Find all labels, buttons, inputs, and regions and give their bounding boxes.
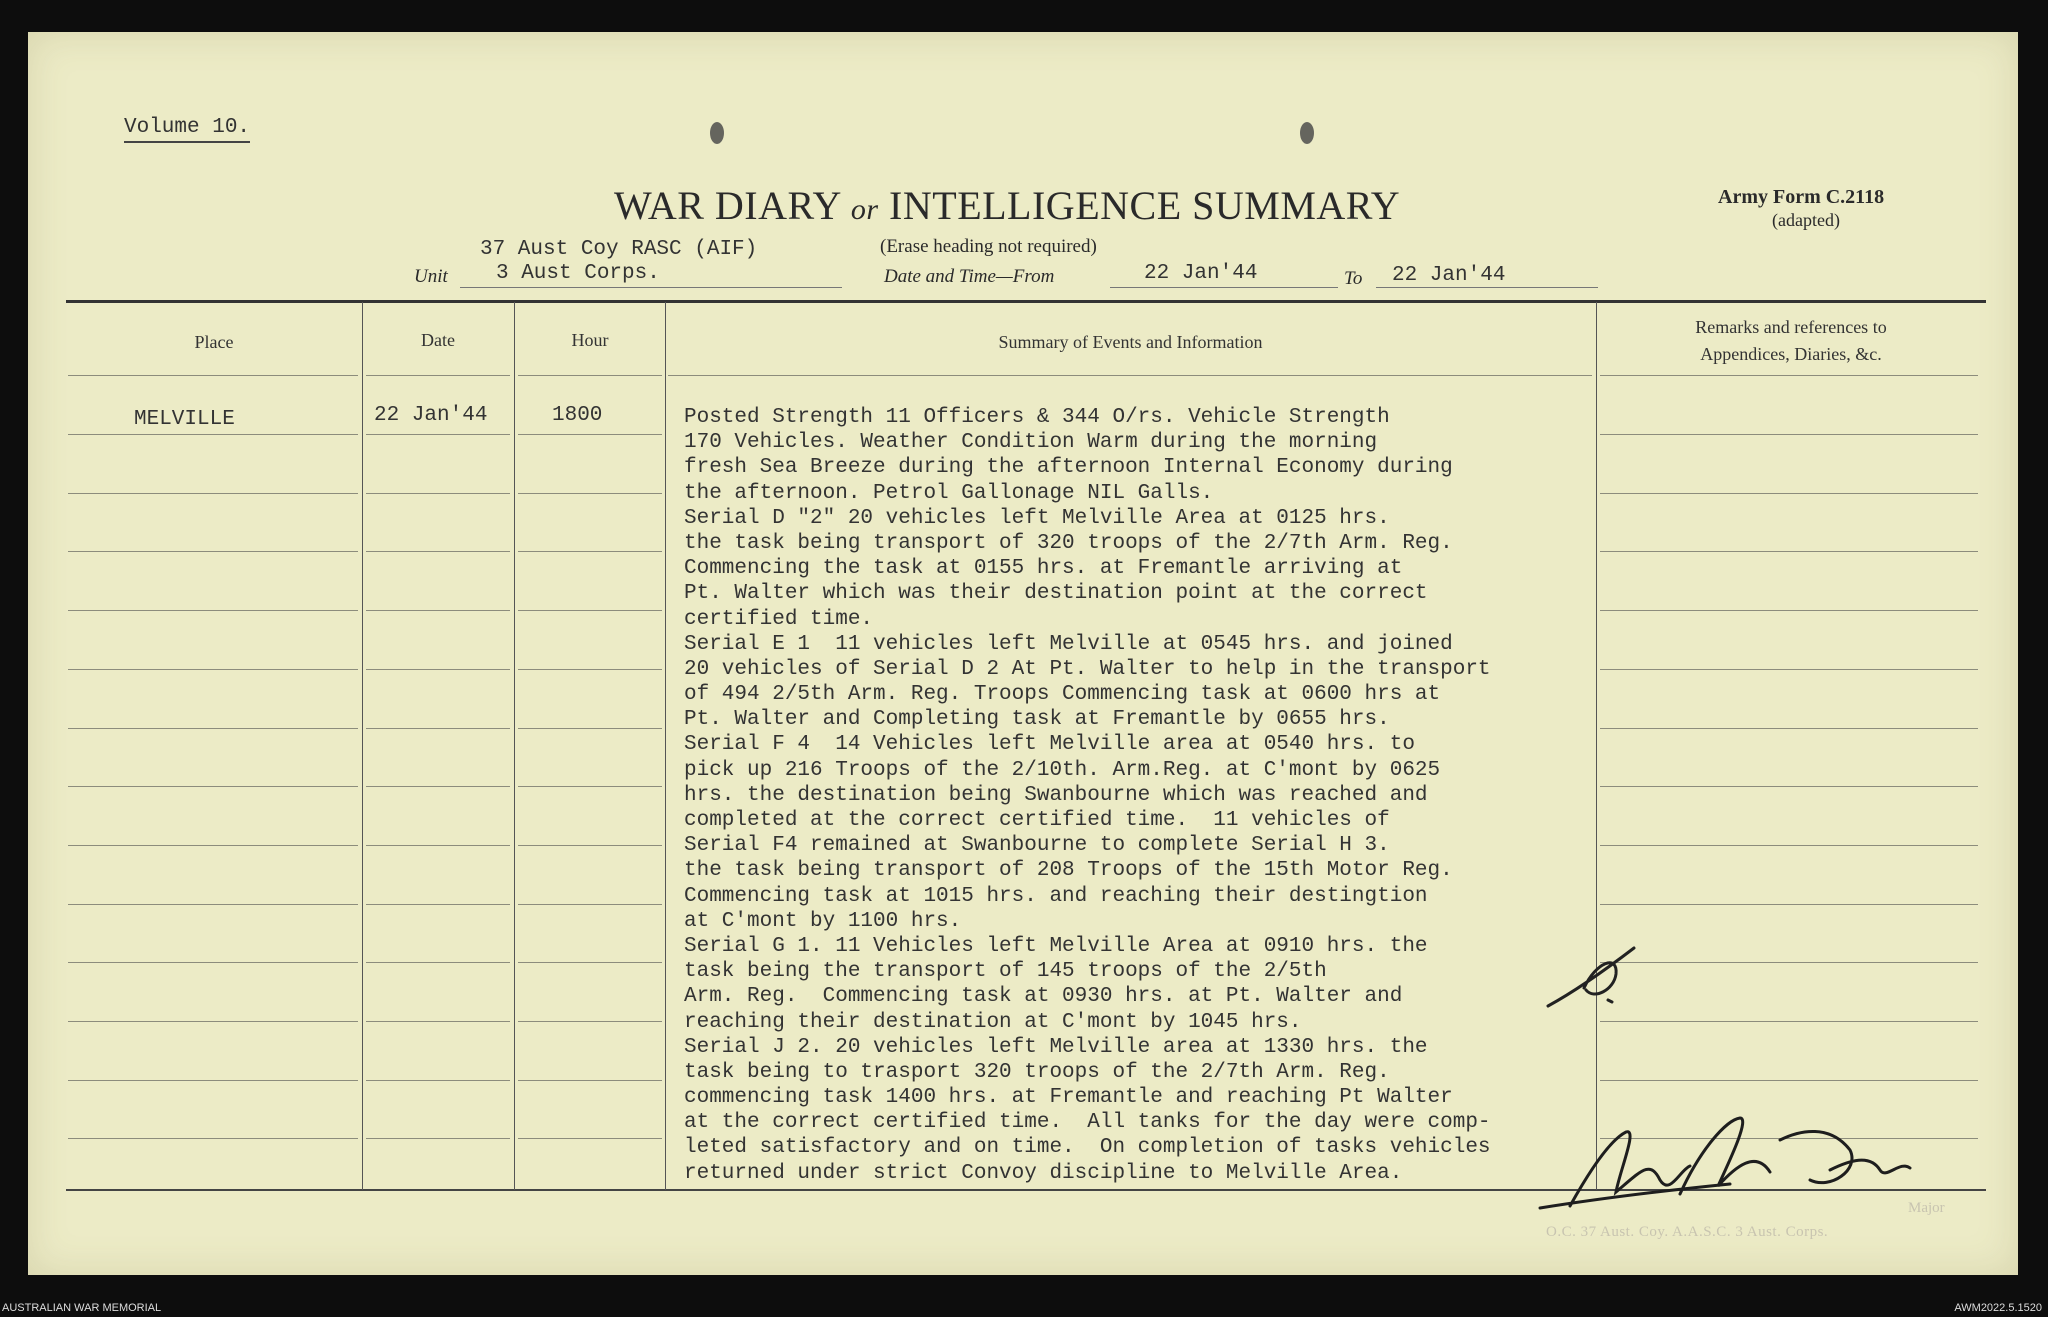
entry-summary	[684, 405, 1644, 1186]
summary-line: Commencing the task at 0155 hrs. at Fremantle arriving at	[684, 557, 1403, 581]
summary-line: reaching their destination at C'mont by 1045 hrs.	[684, 1010, 1302, 1034]
ruled-line	[518, 728, 662, 729]
summary-line: Serial E 1 11 vehicles left Melville at 0545 hrs. and joined	[684, 632, 1453, 656]
col-divider-date	[514, 302, 515, 1190]
ruled-line	[518, 1080, 662, 1081]
table-top-border	[66, 300, 1986, 303]
ruled-line	[518, 1021, 662, 1022]
summary-line: task being the transport of 145 troops of the 2/5th	[684, 960, 1327, 984]
ruled-line	[68, 434, 358, 435]
col-header-remarks: Remarks and references to Appendices, Diaries, &c.	[1695, 317, 1887, 364]
summary-line: task being to trasport 320 troops of the 2/7th Arm. Reg.	[684, 1060, 1390, 1084]
ruled-line	[1600, 434, 1978, 435]
entry-hour: 1800	[552, 404, 603, 427]
summary-line: Posted Strength 11 Officers & 344 O/rs. Vehicle Strength	[684, 406, 1390, 429]
summary-line: Serial G 1. 11 Vehicles left Melville Area at 0910 hrs. the	[684, 934, 1428, 958]
summary-line: returned under strict Convoy discipline to Melville Area.	[684, 1161, 1403, 1185]
ruled-line	[366, 1138, 510, 1139]
ruled-line	[1600, 904, 1978, 905]
ruled-line	[68, 551, 358, 552]
summary-line: Serial J 2. 20 vehicles left Melville area at 1330 hrs. the	[684, 1035, 1428, 1059]
summary-header-rule	[668, 375, 1592, 376]
volume-label: Volume 10.	[124, 116, 250, 143]
ruled-line	[518, 1138, 662, 1139]
ruled-line	[518, 786, 662, 787]
ruled-line	[518, 551, 662, 552]
ruled-line	[1600, 1021, 1978, 1022]
signature	[1530, 1110, 1930, 1220]
erase-note: (Erase heading not required)	[880, 236, 1097, 257]
army-form-note: (adapted)	[1772, 210, 1840, 230]
col-header-date: Date	[421, 330, 455, 350]
ruled-line	[68, 493, 358, 494]
ruled-line	[366, 551, 510, 552]
unit-underline	[460, 287, 842, 288]
summary-line: at the correct certified time. All tanks for the day were comp-	[684, 1111, 1491, 1135]
ruled-line	[1600, 845, 1978, 846]
summary-line: Pt. Walter and Completing task at Fremantle by 0655 hrs.	[684, 708, 1390, 732]
initials-mark	[1540, 944, 1650, 1014]
date-to-underline	[1376, 287, 1598, 288]
date-to-label: To	[1344, 268, 1363, 289]
ruled-line	[68, 845, 358, 846]
date-from-label: Date and Time—From	[884, 266, 1055, 287]
col-divider-hour	[665, 302, 666, 1190]
summary-line: leted satisfactory and on time. On completion of tasks vehicles	[684, 1136, 1491, 1160]
ruled-line	[1600, 1080, 1978, 1081]
punch-hole-right	[1300, 122, 1314, 144]
army-form-id: Army Form C.2118	[1718, 186, 1885, 208]
col-header-hour: Hour	[571, 330, 609, 350]
summary-line: the task being transport of 208 Troops of the 15th Motor Reg.	[684, 859, 1453, 883]
summary-line: completed at the correct certified time. 11 vehicles of	[684, 809, 1390, 832]
ruled-line	[68, 669, 358, 670]
ruled-line	[518, 845, 662, 846]
ruled-line	[68, 1021, 358, 1022]
ruled-line	[68, 728, 358, 729]
ruled-line	[366, 904, 510, 905]
summary-line: Commencing task at 1015 hrs. and reaching their destingtion	[684, 884, 1428, 908]
unit-corps: 3 Aust Corps.	[496, 262, 660, 285]
col-header-place: Place	[194, 332, 234, 352]
summary-line: pick up 216 Troops of the 2/10th. Arm.Reg. at C'mont by 0625	[684, 758, 1441, 782]
ruled-line	[1600, 610, 1978, 611]
summary-line: Serial F4 remained at Swanbourne to complete Serial H 3.	[684, 834, 1390, 858]
date-to-value: 22 Jan'44	[1392, 264, 1506, 287]
ruled-line	[366, 786, 510, 787]
ruled-line	[518, 904, 662, 905]
entry-place: MELVILLE	[134, 408, 235, 431]
ruled-line	[366, 669, 510, 670]
ruled-line	[1600, 375, 1978, 376]
entry-date: 22 Jan'44	[374, 404, 488, 427]
summary-line: the afternoon. Petrol Gallonage NIL Galls.	[684, 481, 1214, 505]
page-title: WAR DIARY or INTELLIGENCE SUMMARY	[614, 183, 1401, 228]
ruled-line	[1600, 551, 1978, 552]
ruled-line	[366, 845, 510, 846]
ruled-line	[366, 1080, 510, 1081]
summary-line: of 494 2/5th Arm. Reg. Troops Commencing task at 0600 hrs at	[684, 683, 1441, 707]
unit-label: Unit	[414, 266, 448, 287]
summary-line: 20 vehicles of Serial D 2 At Pt. Walter to help in the transport	[684, 657, 1491, 681]
ruled-line	[68, 610, 358, 611]
ruled-line	[366, 1021, 510, 1022]
ruled-line	[366, 434, 510, 435]
summary-line: certified time.	[684, 607, 874, 631]
signature-role: Major	[1908, 1200, 1945, 1216]
footer-source: AUSTRALIAN WAR MEMORIAL	[2, 1302, 162, 1314]
ruled-line	[518, 434, 662, 435]
summary-line: the task being transport of 320 troops of the 2/7th Arm. Reg.	[684, 531, 1453, 555]
ruled-line	[1600, 786, 1978, 787]
footer-reference: AWM2022.5.1520	[1954, 1302, 2042, 1314]
summary-line: fresh Sea Breeze during the afternoon Internal Economy during	[684, 456, 1453, 480]
ruled-line	[68, 904, 358, 905]
col-divider-place	[362, 302, 363, 1190]
ruled-line	[68, 962, 358, 963]
ruled-line	[518, 375, 662, 376]
ruled-line	[518, 493, 662, 494]
ruled-line	[68, 1138, 358, 1139]
ruled-line	[518, 962, 662, 963]
ruled-line	[68, 1080, 358, 1081]
ruled-line	[68, 786, 358, 787]
ruled-line	[366, 493, 510, 494]
ruled-line	[366, 962, 510, 963]
summary-line: 170 Vehicles. Weather Condition Warm during the morning	[684, 431, 1378, 455]
ruled-line	[1600, 728, 1978, 729]
col-header-summary: Summary of Events and Information	[998, 332, 1263, 352]
summary-line: Pt. Walter which was their destination point at the correct	[684, 582, 1428, 606]
date-from-underline	[1110, 287, 1338, 288]
ruled-line	[366, 610, 510, 611]
ruled-line	[518, 669, 662, 670]
ruled-line	[366, 728, 510, 729]
summary-line: at C'mont by 1100 hrs.	[684, 909, 962, 933]
summary-line: Arm. Reg. Commencing task at 0930 hrs. at Pt. Walter and	[684, 985, 1403, 1009]
ruled-line	[518, 610, 662, 611]
ruled-line	[1600, 493, 1978, 494]
ruled-line	[366, 375, 510, 376]
summary-line: Serial D "2" 20 vehicles left Melville Area at 0125 hrs.	[684, 506, 1390, 530]
unit-name: 37 Aust Coy RASC (AIF)	[480, 238, 758, 261]
unit-stamp: O.C. 37 Aust. Coy. A.A.S.C. 3 Aust. Corps.	[1546, 1224, 1829, 1240]
punch-hole-left	[710, 122, 724, 144]
ruled-line	[1600, 962, 1978, 963]
ruled-line	[1600, 669, 1978, 670]
date-from-value: 22 Jan'44	[1144, 262, 1258, 285]
summary-line: commencing task 1400 hrs. at Fremantle and reaching Pt Walter	[684, 1086, 1453, 1110]
summary-line: Serial F 4 14 Vehicles left Melville area at 0540 hrs. to	[684, 733, 1415, 757]
summary-line: hrs. the destination being Swanbourne which was reached and	[684, 783, 1428, 807]
ruled-line	[68, 375, 358, 376]
